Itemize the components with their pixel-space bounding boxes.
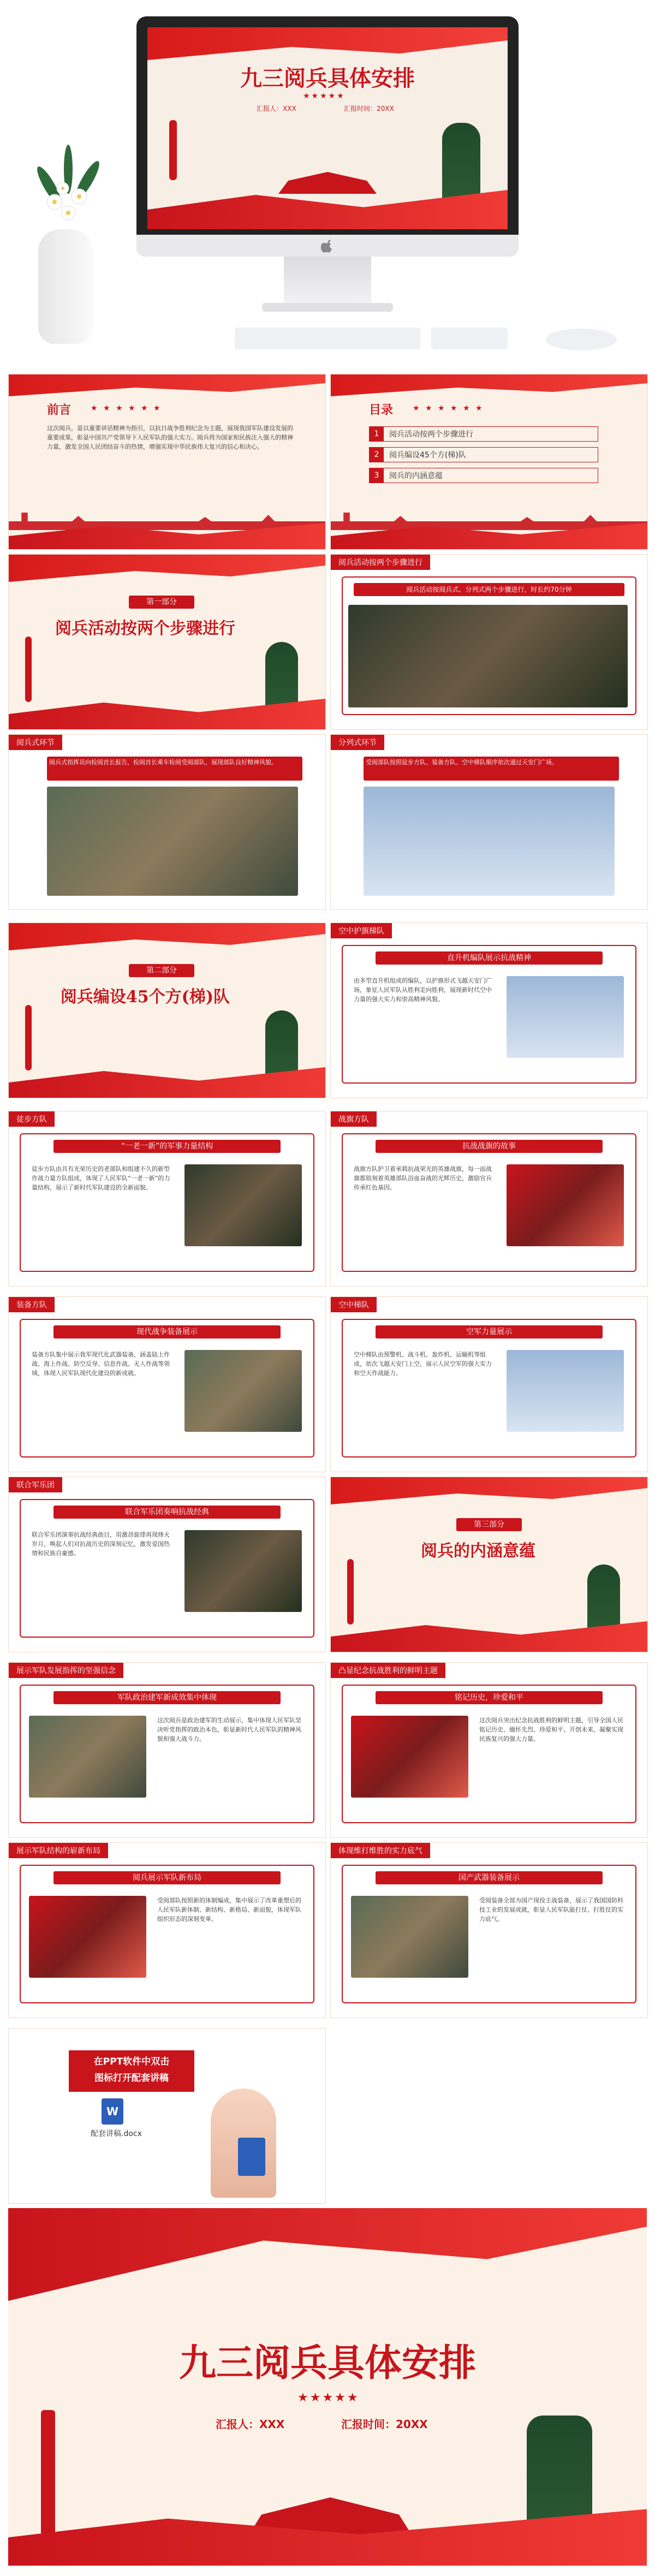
slide-header: 阅兵活动按两个步骤进行 <box>331 555 430 570</box>
foot-subtitle: “一老一新”的军事力量结构 <box>53 1140 281 1153</box>
airgroup-subtitle: 空军力量展示 <box>376 1325 603 1338</box>
equip-card <box>20 1319 314 1457</box>
slide-preface[interactable] <box>8 374 326 550</box>
stars-decoration: ★★★★★ <box>303 92 346 100</box>
word-doc-icon[interactable]: W <box>102 2098 123 2125</box>
closing-time: 汇报时间：20XX <box>341 2418 428 2431</box>
flag-photo <box>507 1164 624 1246</box>
slide-header: 展示军队结构的崭新布局 <box>9 1843 108 1858</box>
foot-card <box>20 1133 314 1272</box>
hero-mockup <box>0 0 655 371</box>
cover-title: 九三阅兵具体安排 <box>240 66 415 91</box>
slide-vet[interactable] <box>8 1477 326 1652</box>
toc-item-num: 1 <box>370 427 384 441</box>
show2-subtitle: 铭记历史，珍爱和平 <box>376 1691 603 1704</box>
flower-decoration <box>27 136 109 240</box>
show2-card <box>342 1685 636 1823</box>
equip-text: 装备方队集中展示我军现代化武器装备，涵盖陆上作战、海上作战、防空反导、信息作战、无人作战等领域，体现人民军队现代化建设的新成就。 <box>32 1351 170 1377</box>
show2-text: 这次阅兵突出纪念抗战胜利的鲜明主题，引导全国人民铭记历史、缅怀先烈、珍爱和平、开创未来，凝聚实现民族复兴的强大力量。 <box>479 1717 623 1742</box>
monitor-base <box>262 303 393 312</box>
part1-label: 第一部分 <box>129 596 194 609</box>
vehicle-photo <box>184 1350 302 1432</box>
cover-slide-preview <box>147 27 508 229</box>
steps-banner: 阅兵活动按阅兵式、分列式两个步骤进行，时长约70分钟 <box>354 583 624 596</box>
slide-war[interactable] <box>330 1111 648 1287</box>
slide-header: 徒步方队 <box>9 1111 55 1127</box>
toc-item[interactable] <box>369 447 598 462</box>
slide-review[interactable] <box>8 734 326 910</box>
toc-item-text: 阅兵活动按两个步骤进行 <box>389 430 473 439</box>
monitor <box>136 16 519 257</box>
preface-title: 前言 <box>47 403 72 417</box>
air-subtitle: 直升机编队展示抗战精神 <box>376 951 603 965</box>
slide-show3[interactable] <box>8 1842 326 2018</box>
huabiao-pillar <box>41 2410 55 2536</box>
show1-subtitle: 军队政治建军新成效集中体现 <box>53 1691 281 1704</box>
huabiao-pillar <box>347 1559 354 1625</box>
foot-text: 徒步方队由具有光荣历史的老部队和组建不久的新型作战力量方队组成，体现了人民军队“一老一新”的力量结构，展示了新时代军队建设的全新面貌。 <box>32 1165 170 1191</box>
top-wave <box>8 2208 647 2301</box>
book-icon <box>238 2138 265 2176</box>
toc-list <box>369 426 598 483</box>
show4-text: 受阅装备全部为国产现役主战装备，展示了我国国防科技工业的发展成就，彰显人民军队能打仗、打胜仗的实力底气。 <box>479 1897 623 1923</box>
veterans-photo <box>351 1716 468 1798</box>
cover-time: 汇报时间：20XX <box>344 105 394 112</box>
war-text: 战旗方队护卫着承载抗战荣光的英雄战旗，每一面战旗都铭刻着英雄部队浴血奋战的光辉历史，激励官兵传承红色基因。 <box>354 1165 492 1191</box>
part1-title: 阅兵活动按两个步骤进行 <box>55 619 235 638</box>
slide-march[interactable] <box>330 734 648 910</box>
show3-card <box>20 1865 314 2003</box>
air-card <box>342 945 636 1084</box>
doc-hint-line1: 在PPT软件中双击 <box>93 2056 170 2067</box>
doc-filename[interactable]: 配套讲稿.docx <box>91 2129 142 2138</box>
band-photo <box>184 1530 302 1612</box>
vet-subtitle: 联合军乐团奏响抗战经典 <box>53 1506 281 1519</box>
slide-airgroup[interactable] <box>330 1296 648 1472</box>
slide-equip[interactable] <box>8 1296 326 1472</box>
toc-item-num: 2 <box>370 448 384 462</box>
part3-label: 第三部分 <box>456 1518 522 1531</box>
slide-show4[interactable] <box>330 1842 648 2018</box>
toc-item-text: 阅兵编设45个方(梯)队 <box>389 451 466 460</box>
slide-steps[interactable] <box>330 554 648 730</box>
helicopter-photo <box>507 976 624 1058</box>
slide-header: 空中护旗梯队 <box>331 923 392 938</box>
slide-header: 装备方队 <box>9 1297 55 1312</box>
march-text: 受阅部队按照徒步方队、装备方队、空中梯队顺序依次通过天安门广场。 <box>364 757 619 781</box>
closing-title: 九三阅兵具体安排 <box>178 2341 476 2385</box>
show1-text: 这次阅兵是政治建军的生动展示，集中体现人民军队坚决听党指挥的政治本色，彰显新时代人民军队的精神风貌和强大战斗力。 <box>157 1717 301 1742</box>
parade-photo <box>348 605 628 707</box>
flag-formation-photo <box>29 1896 146 1978</box>
airgroup-text: 空中梯队由预警机、战斗机、轰炸机、运输机等组成，依次飞越天安门上空，展示人民空军的强大实力和空天作战能力。 <box>354 1351 492 1377</box>
jets-photo <box>507 1350 624 1432</box>
march-photo <box>364 787 615 896</box>
air-text: 由多型直升机组成的编队，以护旗形式飞越天安门广场，象征人民军队从胜利走向胜利，展现新时代空中力量的强大实力和崇高精神风貌。 <box>354 977 492 1003</box>
closing-reporter: 汇报人：XXX <box>216 2418 285 2431</box>
part3-title: 阅兵的内涵意蕴 <box>421 1542 535 1561</box>
toc-title: 目录 <box>369 403 394 417</box>
doc-hint <box>69 2050 194 2092</box>
slide-header: 空中梯队 <box>331 1297 377 1312</box>
tiananmen-gate <box>278 172 377 194</box>
keyboard-numpad <box>431 328 508 349</box>
slide-show2[interactable] <box>330 1662 648 1838</box>
keyboard <box>235 328 420 349</box>
huabiao-pillar <box>25 636 32 702</box>
slide-doc[interactable] <box>8 2028 326 2204</box>
review-text: 阅兵式指挥员向检阅首长报告，检阅首长乘车检阅受阅部队，展现部队良好精神风貌。 <box>47 757 302 781</box>
toc-item[interactable] <box>369 426 598 442</box>
vase <box>38 229 93 344</box>
monitor-stand <box>284 257 371 306</box>
stars-decoration: ★ ★ ★ ★ ★ ★ <box>91 404 162 413</box>
war-card <box>342 1133 636 1272</box>
vet-card <box>20 1499 314 1638</box>
slide-part1[interactable] <box>8 554 326 730</box>
armored-vehicle-photo <box>351 1896 468 1978</box>
part2-label: 第二部分 <box>129 964 194 977</box>
slide-part2[interactable] <box>8 923 326 1098</box>
slide-closing[interactable] <box>8 2208 647 2566</box>
show3-text: 受阅部队按照新的体制编成，集中展示了改革重塑后的人民军队新体制、新结构、新格局、新面貌，体现军队组织形态的深刻变革。 <box>157 1897 301 1923</box>
slide-part3[interactable] <box>330 1477 648 1652</box>
slide-header: 凸显纪念抗战胜利的鲜明主题 <box>331 1663 445 1678</box>
slide-header: 体现维打维胜的实力底气 <box>331 1843 430 1858</box>
show1-card <box>20 1685 314 1823</box>
troops-photo <box>184 1164 302 1246</box>
slide-header: 分列式环节 <box>331 735 384 750</box>
review-photo <box>47 787 298 896</box>
slide-header: 展示军队发展指挥的坚强信念 <box>9 1663 123 1678</box>
monitor-chin <box>136 235 519 257</box>
show4-subtitle: 国产武器装备展示 <box>376 1871 603 1884</box>
truck-photo <box>29 1716 146 1798</box>
slide-toc[interactable] <box>330 374 648 550</box>
war-subtitle: 抗战战旗的故事 <box>376 1140 603 1153</box>
huabiao-pillar <box>25 1005 32 1070</box>
toc-item-text: 阅兵的内涵意蕴 <box>389 472 443 480</box>
toc-item[interactable] <box>369 468 598 483</box>
huabiao-pillar <box>169 120 177 180</box>
slide-header: 联合军乐团 <box>9 1477 62 1492</box>
show3-subtitle: 阅兵展示军队新布局 <box>53 1871 281 1884</box>
toc-item-num: 3 <box>370 468 384 483</box>
cover-reporter: 汇报人：XXX <box>257 105 296 112</box>
slide-air[interactable] <box>330 923 648 1098</box>
doc-hint-line2: 图标打开配套讲稿 <box>94 2073 169 2084</box>
slide-header: 阅兵式环节 <box>9 735 62 750</box>
stars-decoration: ★★★★★ <box>297 2391 360 2405</box>
part2-title: 阅兵编设45个方(梯)队 <box>60 987 230 1007</box>
slide-header: 战旗方队 <box>331 1111 377 1127</box>
slide-foot[interactable] <box>8 1111 326 1287</box>
equip-subtitle: 现代战争装备展示 <box>53 1325 281 1338</box>
steps-card <box>342 576 636 715</box>
show4-card <box>342 1865 636 2003</box>
apple-icon <box>321 239 334 253</box>
preface-body: 这次阅兵，是以重要讲话精神为指引，以抗日战争胜利纪念为主题，展现我国军队建设发展的重要成果，彰显中国共产党领导下人民军队的强大实力。阅兵将为国家和民族注入强大的精神力量，激发全国人民团结奋斗的热情，增强实现中华民族伟大复兴的信心和决心。 <box>47 425 293 450</box>
mouse <box>546 329 617 350</box>
airgroup-card <box>342 1319 636 1457</box>
vet-text: 联合军乐团演奏抗战经典曲目，用激昂旋律再现烽火岁月，唤起人们对抗战历史的深刻记忆，激发爱国热情和民族自豪感。 <box>32 1531 170 1557</box>
slide-show1[interactable] <box>8 1662 326 1838</box>
stars-decoration: ★ ★ ★ ★ ★ ★ <box>413 404 484 413</box>
